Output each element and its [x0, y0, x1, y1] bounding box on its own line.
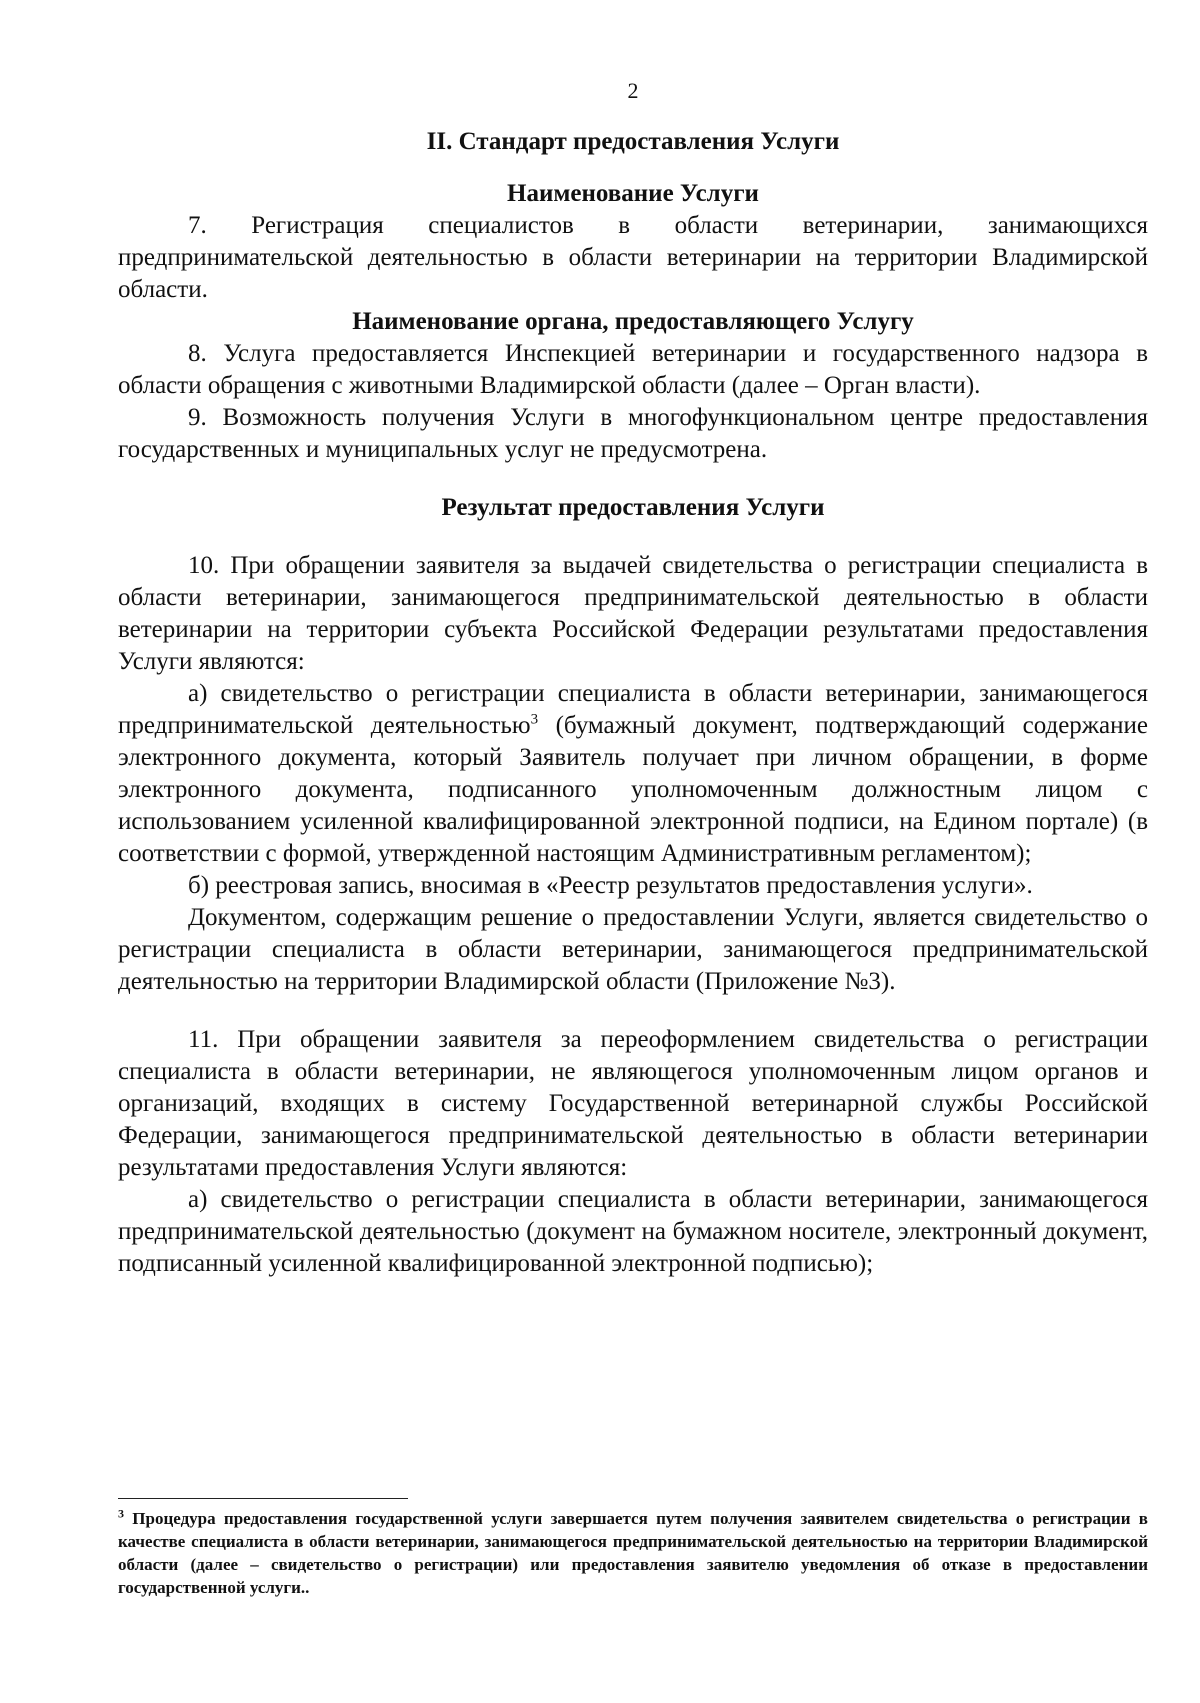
paragraph-8: 8. Услуга предоставляется Инспекцией ветеринарии и государственного надзора в области обращения с животными Владимирской области (далее – Орган власти). — [118, 340, 1148, 399]
footnote-3 — [118, 1507, 1148, 1599]
subsection-heading-authority: Наименование органа, предоставляющего Услугу — [352, 308, 914, 335]
footnote-text: Процедура предоставления государственной услуги завершается путем получения заявителем свидетельства о регистрации в качестве специалиста в области ветеринарии, занимающегося предпринимательской деятельностью на территории Владимирской области (далее – свидетельство о регистрации) или предоставления заявителю уведомления об отказе в предоставлении государственной услуги.. — [118, 1509, 1148, 1597]
paragraph-10-a-text: а) свидетельство о регистрации специалиста в области ветеринарии, занимающегося предпринимательской деятельностью — [118, 680, 1148, 739]
footnote-divider — [118, 1498, 408, 1499]
paragraph-10-c: Документом, содержащим решение о предоставлении Услуги, является свидетельство о регистрации специалиста в области ветеринарии, занимающегося предпринимательской деятельностью на территории Владимирской области (Приложение №3). — [118, 904, 1148, 995]
footnote-reference: 3 — [530, 711, 539, 728]
footnote-number: 3 — [118, 1506, 124, 1521]
paragraph-10-a-text-cont: (бумажный документ, подтверждающий содержание электронного документа, который Заявитель получает при личном обращении, в форме электронного документа, подписанного уполномоченным должностным лицом с использованием усиленной квалифицированной электронной подписи, на Едином портале) (в соответствии с формой, утвержденной настоящим Административным регламентом); — [118, 712, 1149, 867]
paragraph-11-a: а) свидетельство о регистрации специалиста в области ветеринарии, занимающегося предпринимательской деятельностью (документ на бумажном носителе, электронный документ, подписанный усиленной квалифицированной электронной подписью); — [118, 1186, 1148, 1277]
paragraph-10-b: б) реестровая запись, вносимая в «Реестр результатов предоставления услуги». — [188, 872, 1033, 899]
paragraph-10: 10. При обращении заявителя за выдачей свидетельства о регистрации специалиста в области ветеринарии, занимающегося предпринимательской деятельностью в области ветеринарии на территории субъекта Российской Федерации результатами предоставления Услуги являются: — [118, 552, 1148, 675]
section-title: II. Стандарт предоставления Услуги — [426, 128, 840, 155]
subsection-heading-result: Результат предоставления Услуги — [441, 494, 825, 521]
paragraph-7: 7. Регистрация специалистов в области ветеринарии, занимающихся предпринимательской деятельностью в области ветеринарии на территории Владимирской области. — [118, 212, 1148, 303]
footnotes — [118, 1498, 1148, 1599]
paragraph-10-a — [118, 678, 1148, 870]
paragraph-11: 11. При обращении заявителя за переоформлением свидетельства о регистрации специалиста в области ветеринарии, не являющегося уполномоченным лицом органов и организаций, входящих в систему Государственной ветеринарной службы Российской Федерации, занимающегося предпринимательской деятельностью в области ветеринарии результатами предоставления Услуги являются: — [118, 1026, 1148, 1181]
subsection-heading-service-name: Наименование Услуги — [507, 180, 759, 207]
page-number: 2 — [627, 78, 639, 103]
document-page — [118, 78, 1148, 1280]
paragraph-9: 9. Возможность получения Услуги в многофункциональном центре предоставления государственных и муниципальных услуг не предусмотрена. — [118, 404, 1148, 463]
